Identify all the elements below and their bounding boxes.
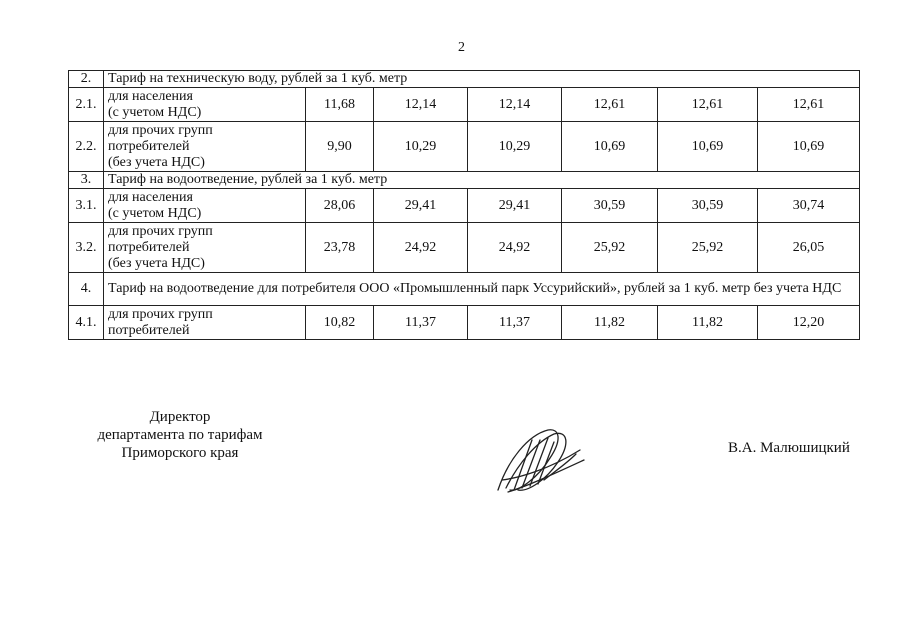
tariff-value: 11,82 [658, 306, 758, 340]
description-line: (с учетом НДС) [108, 205, 202, 221]
tariff-value: 25,92 [658, 223, 758, 273]
row-number: 3. [69, 172, 104, 189]
handwritten-signature [488, 420, 588, 500]
row-number: 2.2. [69, 122, 104, 172]
tariff-value: 11,82 [562, 306, 658, 340]
tariff-value: 24,92 [374, 223, 468, 273]
tariff-value: 12,20 [758, 306, 860, 340]
tariff-value: 12,14 [468, 88, 562, 122]
tariff-value: 11,68 [306, 88, 374, 122]
row-number: 4.1. [69, 306, 104, 340]
signer-title-line: департамента по тарифам [97, 427, 263, 443]
tariff-value: 10,69 [658, 122, 758, 172]
section-title: Тариф на водоотведение, рублей за 1 куб. метр [104, 172, 860, 189]
tariff-value: 10,69 [562, 122, 658, 172]
tariff-value: 30,59 [562, 189, 658, 223]
table-row [69, 88, 860, 122]
tariff-value: 12,61 [758, 88, 860, 122]
row-number: 2. [69, 71, 104, 88]
signer-title-line: Приморского края [121, 445, 239, 461]
description-line: (без учета НДС) [108, 255, 205, 271]
tariff-value: 10,82 [306, 306, 374, 340]
tariff-value: 25,92 [562, 223, 658, 273]
row-description [104, 88, 306, 122]
description-line: для прочих групп [108, 223, 213, 239]
description-line: потребителей [108, 239, 190, 255]
table-row [69, 189, 860, 223]
section-row [69, 273, 860, 306]
row-description [104, 223, 306, 273]
signer-title [80, 408, 280, 462]
tariff-value: 10,69 [758, 122, 860, 172]
tariff-value: 26,05 [758, 223, 860, 273]
tariff-value: 12,61 [562, 88, 658, 122]
tariff-value: 28,06 [306, 189, 374, 223]
section-row [69, 71, 860, 88]
tariff-value: 23,78 [306, 223, 374, 273]
tariff-value: 9,90 [306, 122, 374, 172]
description-line: для населения [108, 88, 193, 104]
row-number: 3.1. [69, 189, 104, 223]
signature-block [0, 408, 905, 508]
tariff-value: 12,14 [374, 88, 468, 122]
description-line: (с учетом НДС) [108, 104, 202, 120]
description-line: потребителей [108, 138, 190, 154]
tariff-value: 11,37 [468, 306, 562, 340]
description-line: (без учета НДС) [108, 154, 205, 170]
table-row [69, 223, 860, 273]
description-line: для прочих групп [108, 122, 213, 138]
tariff-value: 29,41 [374, 189, 468, 223]
table-row [69, 306, 860, 340]
table-row [69, 122, 860, 172]
row-number: 2.1. [69, 88, 104, 122]
tariff-value: 10,29 [374, 122, 468, 172]
tariff-value: 30,74 [758, 189, 860, 223]
description-line: потребителей [108, 322, 190, 338]
tariff-table [68, 70, 860, 340]
row-description [104, 189, 306, 223]
tariff-value: 30,59 [658, 189, 758, 223]
signer-name: В.А. Малюшицкий [728, 440, 850, 456]
page-number: 2 [458, 40, 465, 55]
section-title: Тариф на водоотведение для потребителя ООО «Промышленный парк Уссурийский», рублей за 1 куб. метр без учета НДС [104, 273, 860, 306]
section-row [69, 172, 860, 189]
tariff-value: 11,37 [374, 306, 468, 340]
row-number: 4. [69, 273, 104, 306]
description-line: для населения [108, 189, 193, 205]
row-description [104, 122, 306, 172]
row-number: 3.2. [69, 223, 104, 273]
tariff-value: 10,29 [468, 122, 562, 172]
tariff-value: 12,61 [658, 88, 758, 122]
description-line: для прочих групп [108, 306, 213, 322]
row-description [104, 306, 306, 340]
tariff-value: 24,92 [468, 223, 562, 273]
section-title: Тариф на техническую воду, рублей за 1 куб. метр [104, 71, 860, 88]
tariff-value: 29,41 [468, 189, 562, 223]
signer-title-line: Директор [149, 409, 211, 425]
